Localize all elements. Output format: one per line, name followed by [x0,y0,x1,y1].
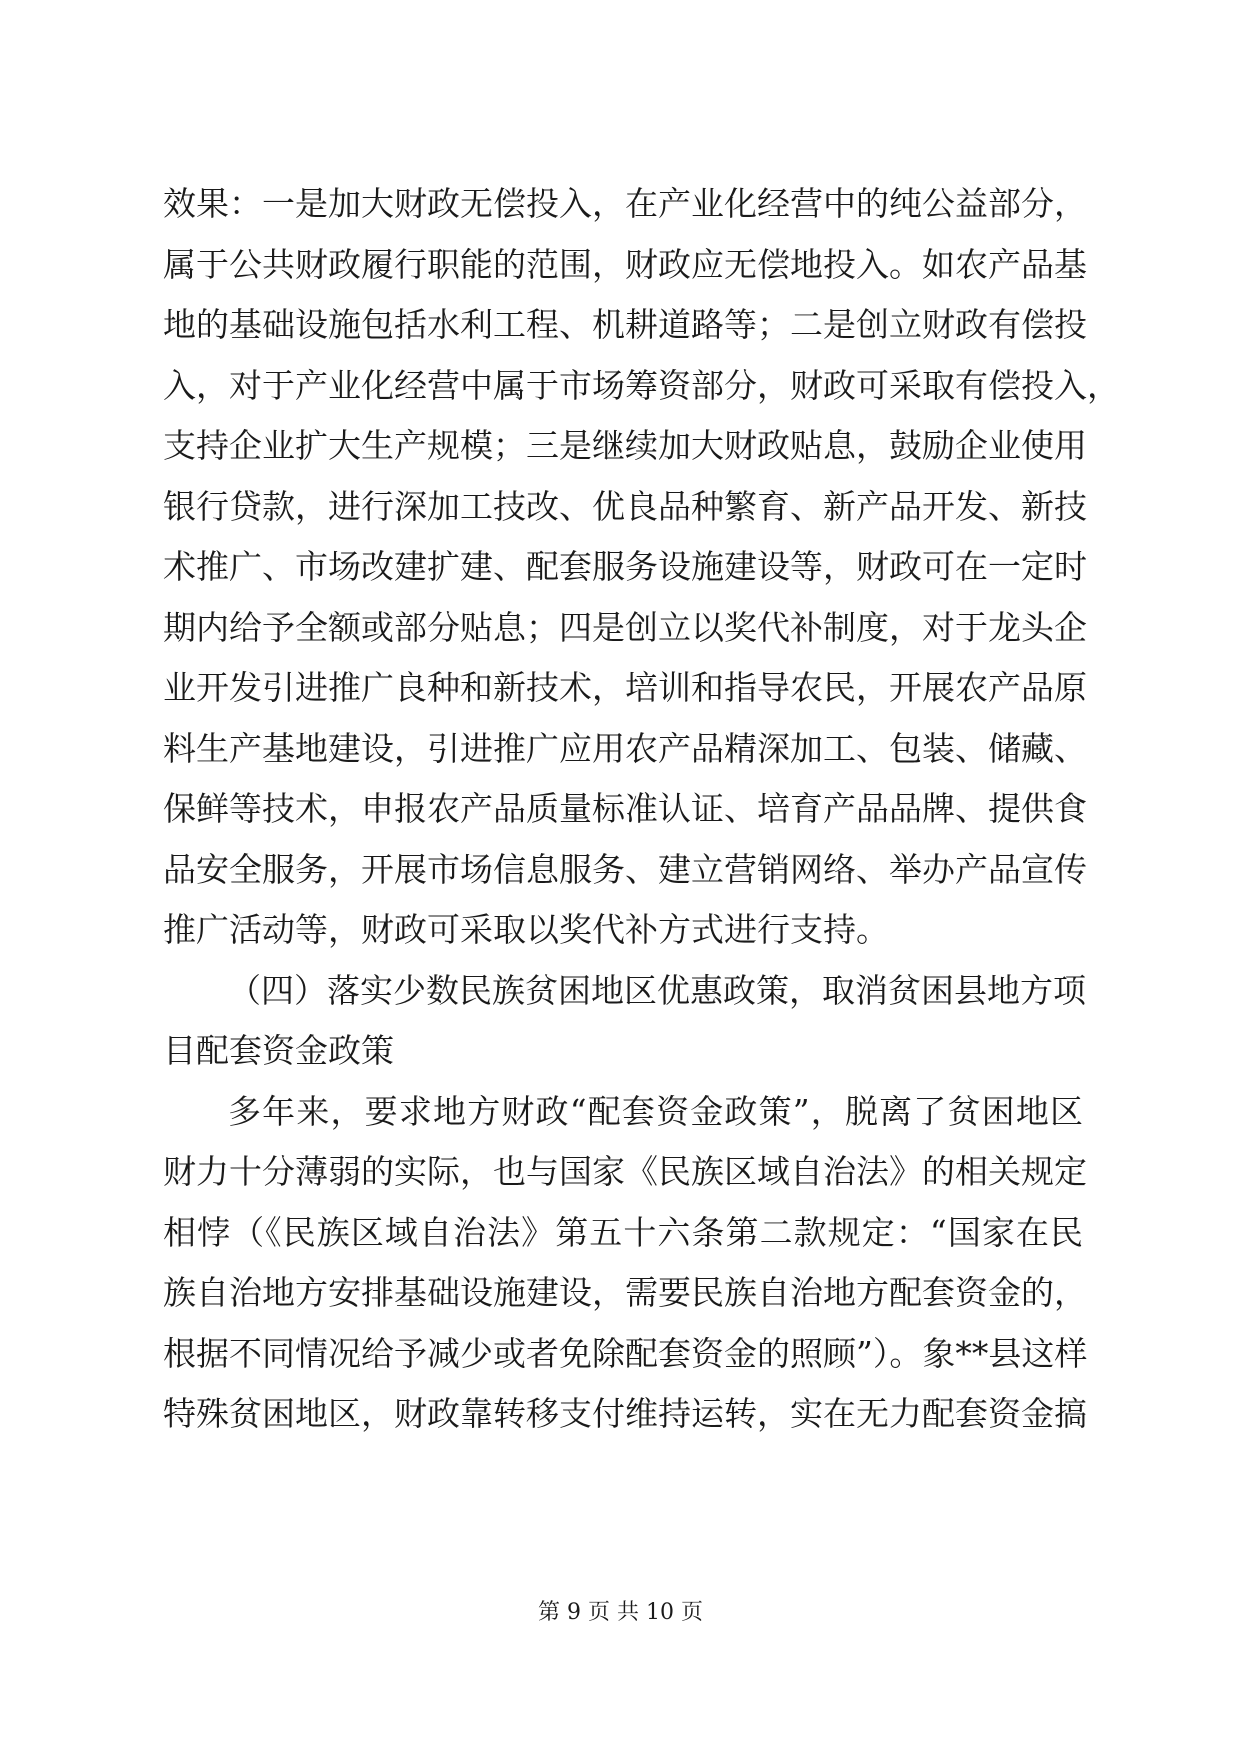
body-line: 入，对于产业化经营中属于市场筹资部分，财政可采取有偿投入， [163,366,1120,405]
body-line: 术推广、市场改建扩建、配套服务设施建设等，财政可在一定时 [163,547,1087,586]
body-line: 业开发引进推广良种和新技术，培训和指导农民，开展农产品原 [163,668,1087,707]
body-line: 多年来，要求地方财政“配套资金政策”，脱离了贫困地区 [228,1092,1083,1131]
body-line: 财力十分薄弱的实际，也与国家《民族区域自治法》的相关规定 [163,1152,1087,1191]
page-number-footer: 第 9 页 共 10 页 [538,1600,703,1625]
section-heading-line: 目配套资金政策 [163,1031,394,1070]
body-line: 推广活动等，财政可采取以奖代补方式进行支持。 [163,910,889,949]
body-line: 根据不同情况给予减少或者免除配套资金的照顾”）。象**县这样 [163,1334,1088,1373]
body-line: 属于公共财政履行职能的范围，财政应无偿地投入。如农产品基 [163,245,1087,284]
body-line: 品安全服务，开展市场信息服务、建立营销网络、举办产品宣传 [163,850,1087,889]
body-line: 银行贷款，进行深加工技改、优良品种繁育、新产品开发、新技 [163,487,1087,526]
body-line: 效果：一是加大财政无偿投入，在产业化经营中的纯公益部分， [163,184,1087,223]
body-line: 族自治地方安排基础设施建设，需要民族自治地方配套资金的， [163,1273,1087,1312]
body-line: 特殊贫困地区，财政靠转移支付维持运转，实在无力配套资金搞 [163,1394,1087,1433]
body-line: 支持企业扩大生产规模；三是继续加大财政贴息，鼓励企业使用 [163,426,1087,465]
section-heading-line: （四）落实少数民族贫困地区优惠政策，取消贫困县地方项 [228,971,1086,1010]
body-line: 相悖（《民族区域自治法》第五十六条第二款规定：“国家在民 [163,1213,1083,1252]
body-line: 期内给予全额或部分贴息；四是创立以奖代补制度，对于龙头企 [163,608,1087,647]
body-line: 保鲜等技术，申报农产品质量标准认证、培育产品品牌、提供食 [163,789,1087,828]
body-line: 料生产基地建设，引进推广应用农产品精深加工、包装、储藏、 [163,729,1087,768]
body-line: 地的基础设施包括水利工程、机耕道路等；二是创立财政有偿投 [163,305,1087,344]
